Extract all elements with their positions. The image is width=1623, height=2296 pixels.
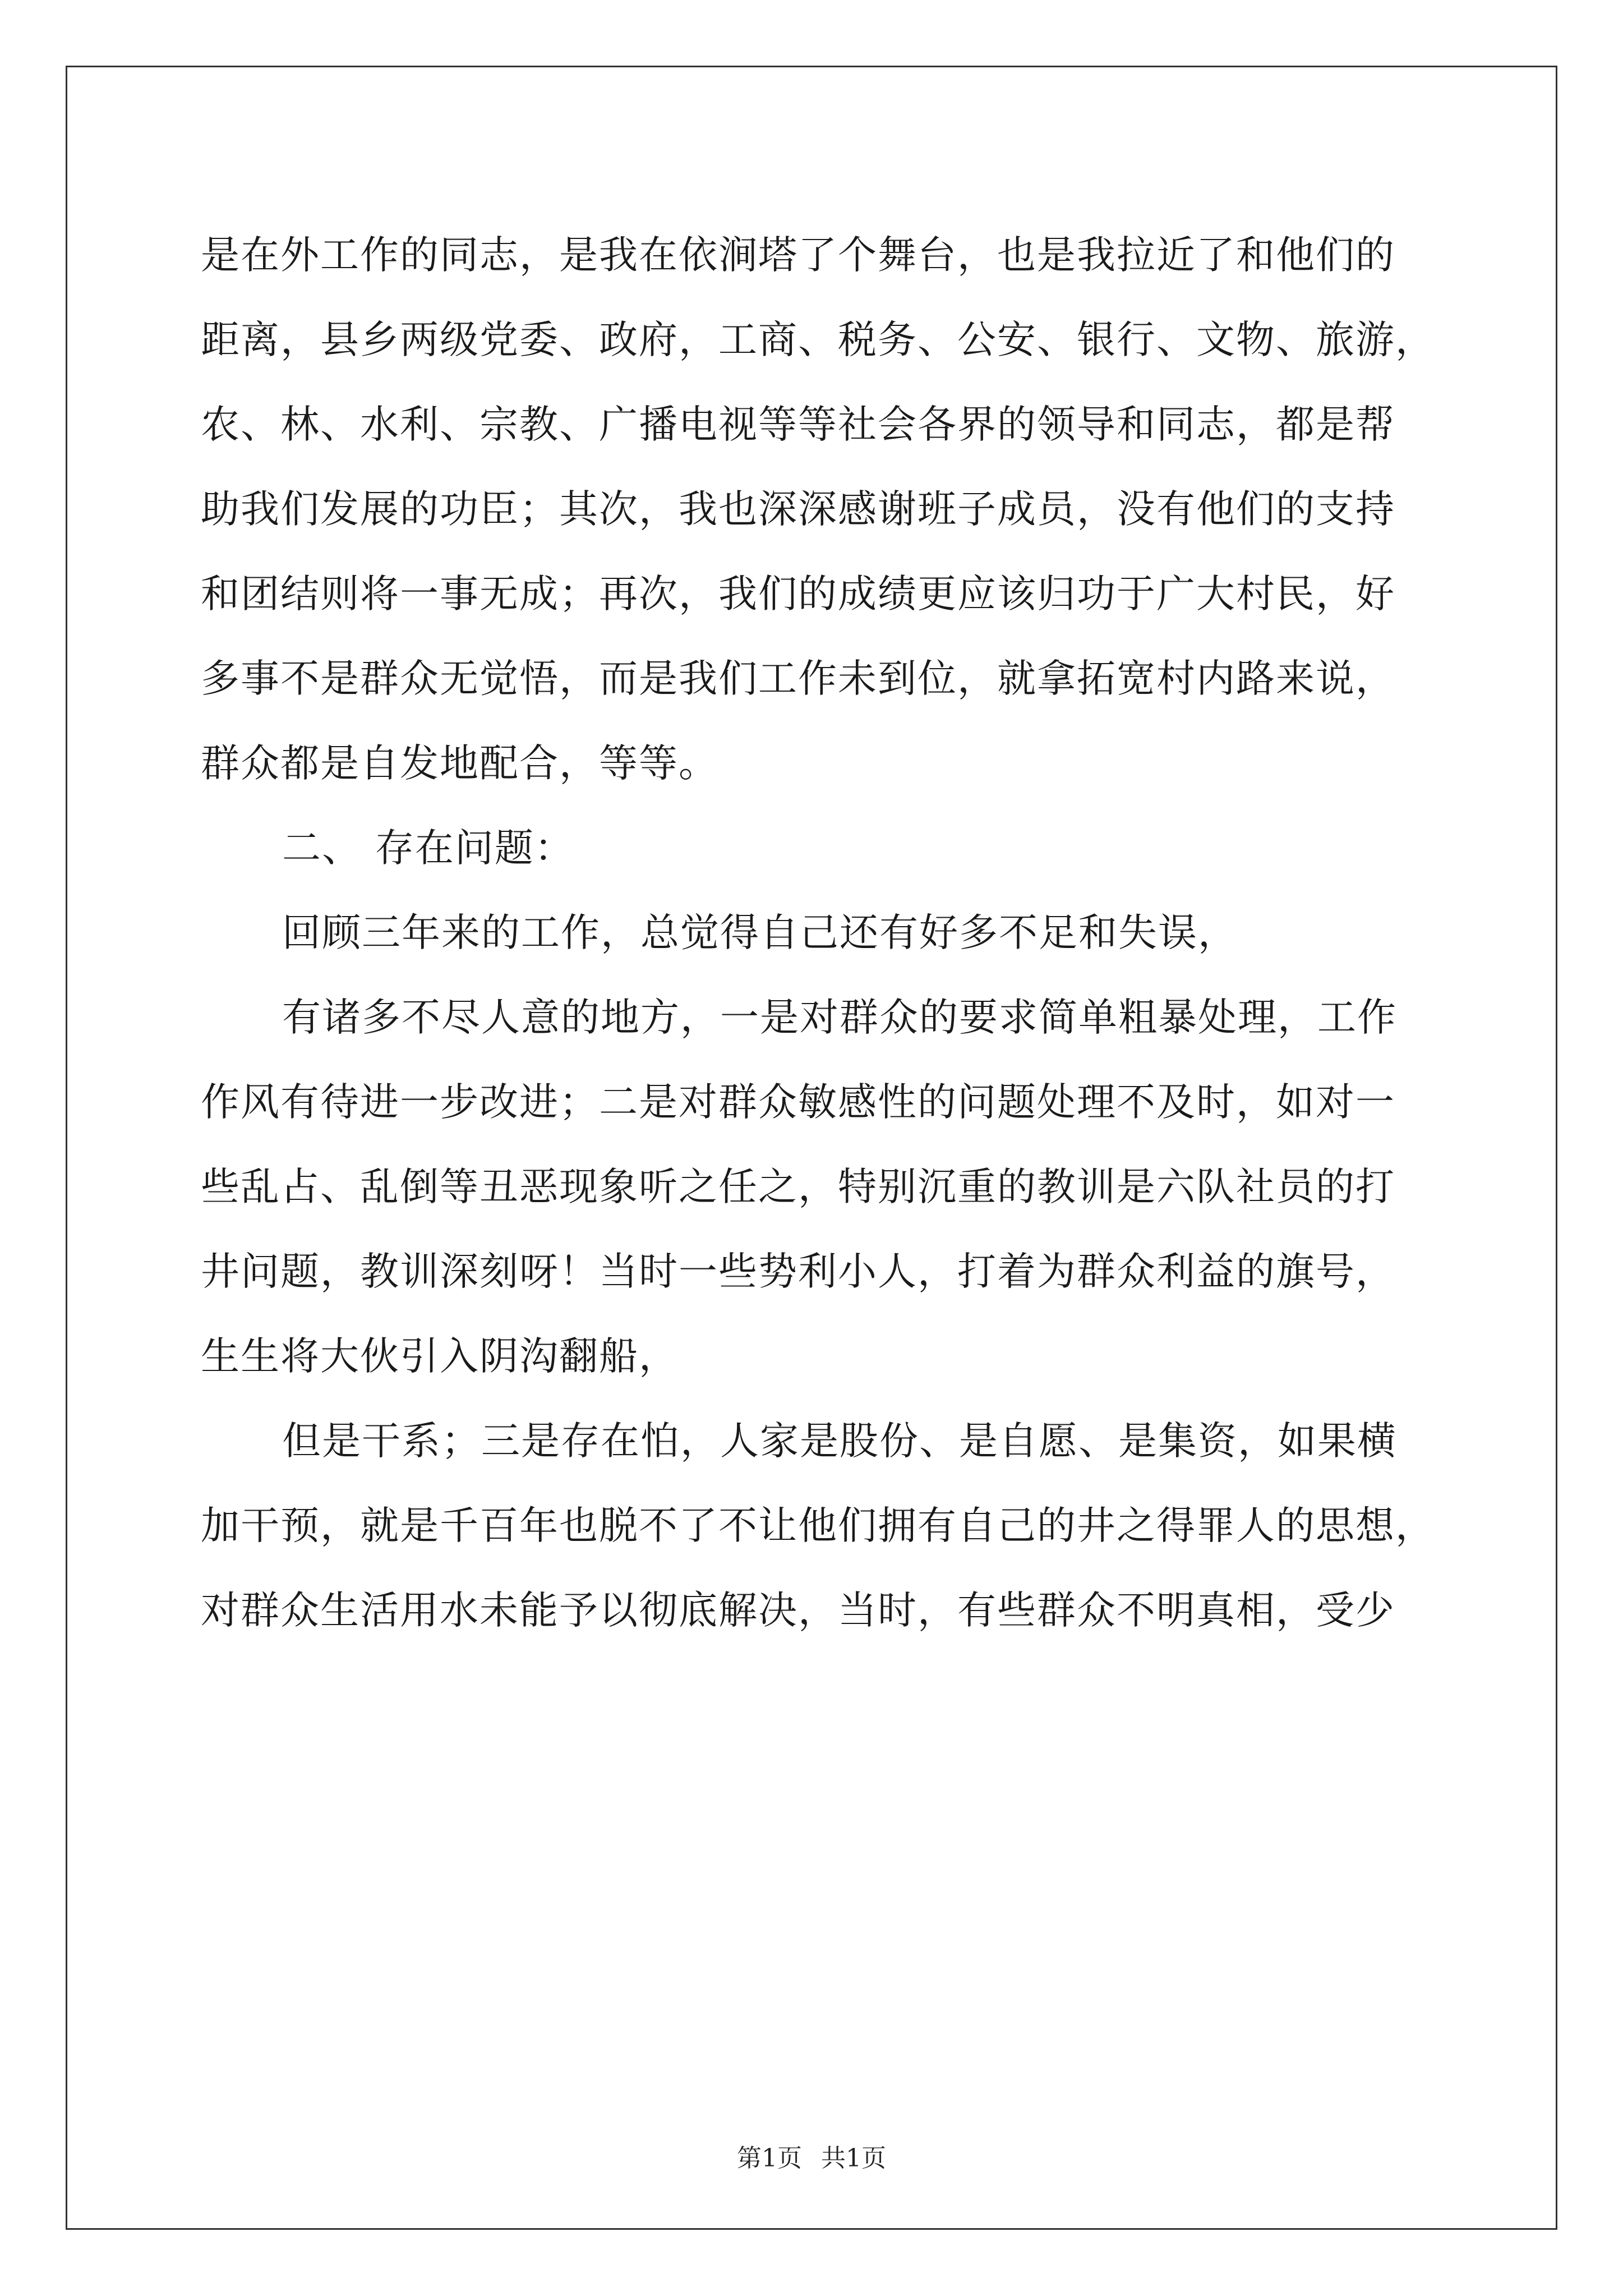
- page-number: 第1页: [737, 2144, 802, 2173]
- page-total: 共1页: [821, 2144, 886, 2173]
- text-line: 群众都是自发地配合，等等。: [201, 741, 718, 786]
- text-line: 对群众生活用水未能予以彻底解决，当时，有些群众不明真相，受少: [201, 1588, 1395, 1633]
- document-body: [201, 213, 1435, 1653]
- text-line: 距离，县乡两级党委、政府，工商、税务、公安、银行、文物、旅游，: [201, 318, 1435, 362]
- text-line: 有诸多不尽人意的地方，一是对群众的要求简单粗暴处理，工作: [282, 995, 1397, 1040]
- text-line: 井问题，教训深刻呀！当时一些势利小人，打着为群众利益的旗号，: [201, 1249, 1395, 1294]
- text-line: 回顾三年来的工作，总觉得自己还有好多不足和失误，: [282, 910, 1238, 955]
- text-line: 作风有待进一步改进；二是对群众敏感性的问题处理不及时，如对一: [201, 1080, 1395, 1125]
- section-heading: 二、 存在问题：: [282, 826, 574, 871]
- text-line: 加干预，就是千百年也脱不了不让他们拥有自己的井之得罪人的思想，: [201, 1503, 1435, 1548]
- text-line: 些乱占、乱倒等丑恶现象听之任之，特别沉重的教训是六队社员的打: [201, 1165, 1395, 1209]
- text-line: 生生将大伙引入阴沟翻船，: [201, 1334, 679, 1379]
- text-line: 农、林、水利、宗教、广播电视等等社会各界的领导和同志，都是帮: [201, 402, 1395, 447]
- text-line: 和团结则将一事无成；再次，我们的成绩更应该归功于广大村民，好: [201, 572, 1395, 616]
- text-line: 是在外工作的同志，是我在依涧塔了个舞台，也是我拉近了和他们的: [201, 233, 1395, 278]
- text-line: 助我们发展的功臣；其次，我也深深感谢班子成员，没有他们的支持: [201, 487, 1395, 532]
- text-line: 但是干系；三是存在怕，人家是股份、是自愿、是集资，如果横: [282, 1419, 1397, 1464]
- text-line: 多事不是群众无觉悟，而是我们工作未到位，就拿拓宽村内路来说，: [201, 656, 1395, 701]
- page-footer: [0, 2142, 1623, 2175]
